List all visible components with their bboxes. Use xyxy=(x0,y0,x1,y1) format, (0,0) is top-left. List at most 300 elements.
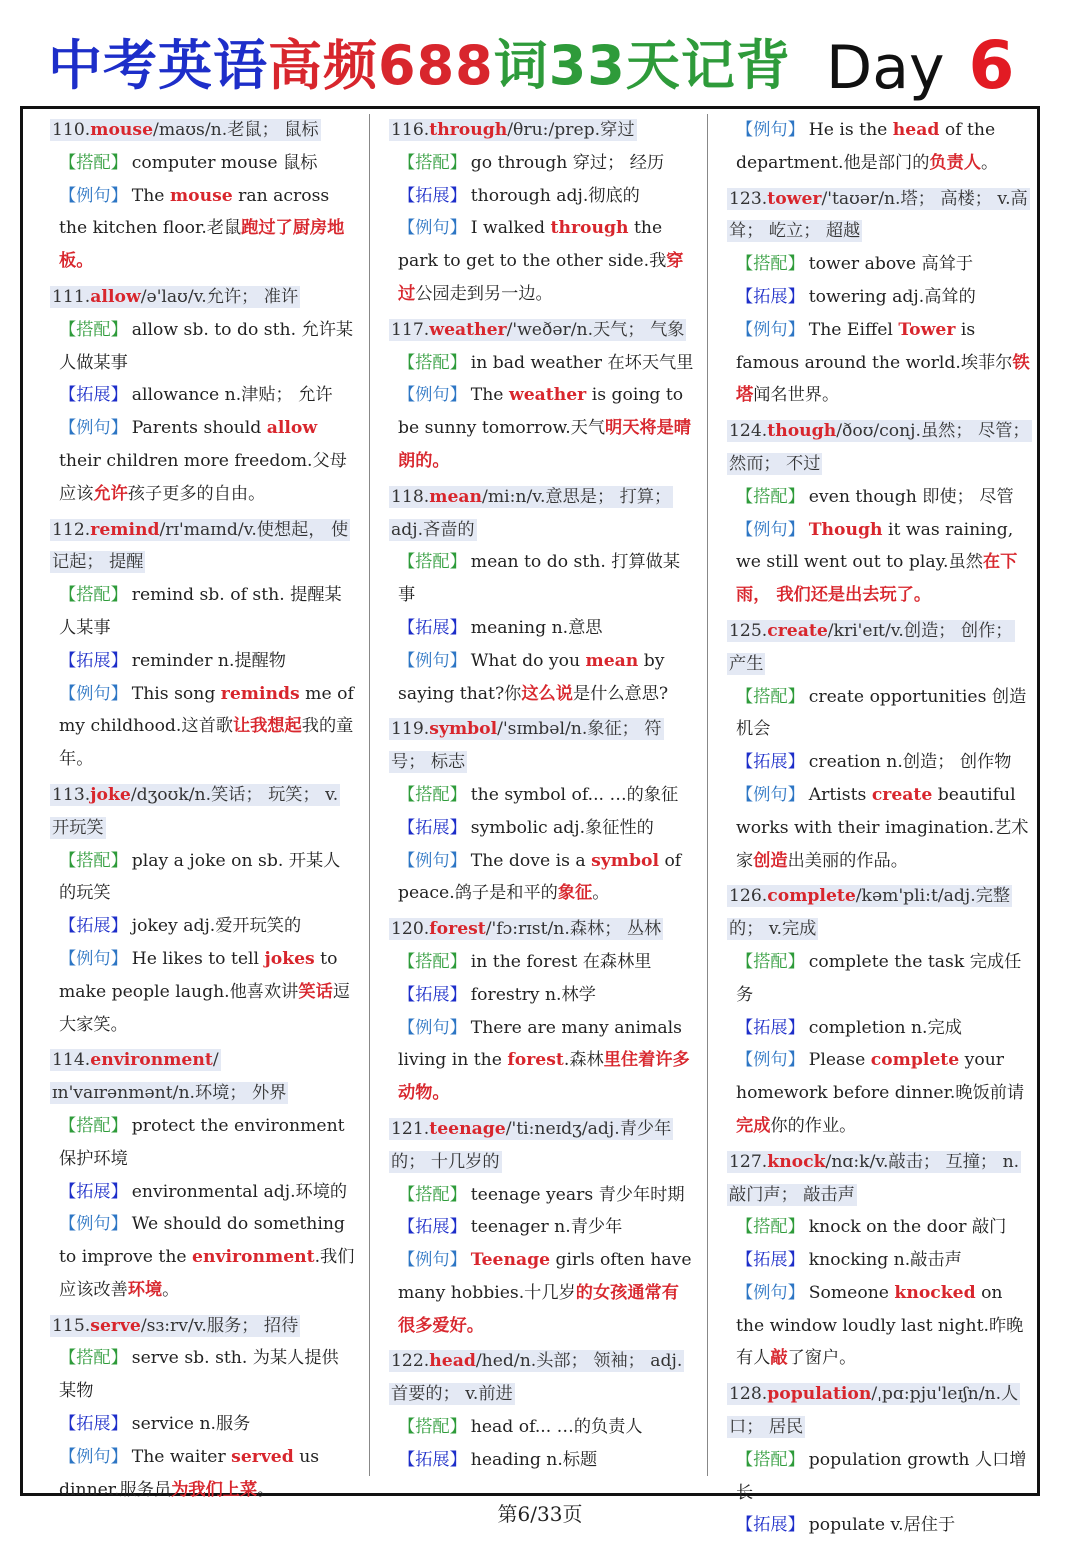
phonetic: /sɜ:rv/v. xyxy=(140,1315,207,1336)
vocab-column-1 xyxy=(50,114,355,1500)
entry-headline xyxy=(389,1113,694,1179)
vocab-entry xyxy=(50,281,355,511)
highlighted-word: mean xyxy=(585,650,639,671)
highlighted-word: 让我想起 xyxy=(232,716,302,737)
phonetic: /rɪ'maɪnd/v. xyxy=(159,519,257,540)
entry-headline xyxy=(389,913,694,946)
entry-number: 125. xyxy=(729,620,768,641)
phonetic: /kəm'pli:t/adj. xyxy=(855,886,976,907)
headword: mean xyxy=(429,486,483,507)
collocation-line xyxy=(50,1342,355,1408)
collocation-text: mean to do sth. 打算做某事 xyxy=(398,552,681,606)
example-text: your homework before dinner. xyxy=(736,1050,1004,1104)
entry-heading xyxy=(727,885,1012,940)
example-line xyxy=(50,412,355,510)
headword: weather xyxy=(429,319,507,340)
entry-heading xyxy=(389,918,663,940)
example-line xyxy=(727,1044,1032,1142)
title-part-2: 高频688 xyxy=(268,34,494,97)
phonetic: /maʊs/n. xyxy=(153,120,228,140)
headword: complete xyxy=(767,886,856,907)
example-text: 鸽子是和平的 xyxy=(454,883,558,904)
collocation-text: the symbol of... …的象征 xyxy=(470,784,679,805)
entry-heading xyxy=(727,620,1015,675)
vocab-entry xyxy=(727,415,1032,612)
entry-headline xyxy=(727,1378,1032,1444)
collocation-line xyxy=(727,1211,1032,1244)
extension-text: meaning n.意思 xyxy=(470,617,603,638)
highlighted-word: 明天将是晴朗的。 xyxy=(398,418,691,471)
definition: 允许； 准许 xyxy=(206,286,299,307)
phonetic: /kri'eɪt/v. xyxy=(827,620,904,641)
example-tag: 【例句】 xyxy=(398,1250,467,1271)
entry-heading xyxy=(50,784,340,839)
highlighted-word: complete xyxy=(870,1050,960,1071)
example-text: to make people laugh. xyxy=(59,948,338,1002)
highlighted-word: 负责人 xyxy=(929,152,981,173)
phonetic: /ɪn'vaɪrənmənt/n. xyxy=(52,1050,219,1104)
collocation-text: in the forest 在森林里 xyxy=(470,951,652,972)
headword: forest xyxy=(429,919,486,940)
collocation-tag: 【搭配】 xyxy=(59,850,128,871)
entry-headline xyxy=(389,713,694,779)
phonetic: /mi:n/v. xyxy=(482,486,546,507)
extension-line xyxy=(389,180,694,213)
example-text: 出美丽的作品。 xyxy=(787,850,908,871)
example-text: 逗大家笑。 xyxy=(59,981,350,1035)
example-tag: 【例句】 xyxy=(59,1446,128,1467)
example-tag: 【例句】 xyxy=(398,650,467,671)
example-text: Please xyxy=(808,1050,871,1071)
headword: tower xyxy=(767,188,822,209)
entry-headline xyxy=(727,1146,1032,1212)
collocation-line xyxy=(727,481,1032,514)
entry-number: 122. xyxy=(391,1351,430,1372)
collocation-text: protect the environment 保护环境 xyxy=(59,1115,345,1169)
example-text: 我 xyxy=(649,251,667,272)
collocation-tag: 【搭配】 xyxy=(59,319,128,340)
definition: 环境； 外界 xyxy=(194,1083,287,1104)
vocab-entry xyxy=(389,481,694,711)
collocation-tag: 【搭配】 xyxy=(59,585,128,606)
extension-text: reminder n.提醒物 xyxy=(131,650,286,671)
extension-tag: 【拓展】 xyxy=(398,817,467,838)
phonetic: /'fɔ:rɪst/n. xyxy=(485,919,570,940)
extension-line xyxy=(389,1444,694,1477)
definition: 头部； 领袖； adj.首要的； v.前进 xyxy=(391,1351,683,1405)
example-text: The xyxy=(470,385,509,406)
example-text: 了窗户。 xyxy=(787,1348,857,1369)
entry-heading xyxy=(389,486,673,541)
example-line xyxy=(50,180,355,278)
collocation-tag: 【搭配】 xyxy=(59,1348,128,1369)
entry-headline xyxy=(50,1310,355,1343)
collocation-tag: 【搭配】 xyxy=(59,1115,128,1136)
collocation-line xyxy=(389,546,694,612)
collocation-text: even though 即使； 尽管 xyxy=(808,486,1014,507)
extension-tag: 【拓展】 xyxy=(736,752,805,773)
highlighted-word: 穿过 xyxy=(398,251,684,304)
vocab-entry xyxy=(389,1345,694,1476)
extension-text: symbolic adj.象征性的 xyxy=(470,817,654,838)
vocab-entry xyxy=(727,183,1032,413)
example-text: The Eiffel xyxy=(808,319,899,340)
headword: head xyxy=(429,1351,476,1372)
extension-text: heading n.标题 xyxy=(470,1449,598,1470)
extension-line xyxy=(727,1244,1032,1277)
example-text: 。 xyxy=(162,1279,180,1300)
example-tag: 【例句】 xyxy=(398,1017,467,1038)
definition: 意思是； 打算； adj.吝啬的 xyxy=(391,486,672,540)
collocation-text: play a joke on sb. 开某人的玩笑 xyxy=(59,850,341,904)
example-tag: 【例句】 xyxy=(59,418,128,439)
column-divider xyxy=(707,114,708,1476)
vocab-entry xyxy=(727,114,1032,180)
collocation-text: complete the task 完成任务 xyxy=(736,951,1022,1005)
collocation-text: remind sb. of sth. 提醒某人某事 xyxy=(59,585,342,638)
vocab-entry xyxy=(389,913,694,1110)
highlighted-word: Though xyxy=(808,519,883,540)
highlighted-word: 象征 xyxy=(557,883,593,904)
collocation-line xyxy=(50,1110,355,1176)
collocation-line xyxy=(389,1411,694,1444)
example-text: This song xyxy=(131,683,221,704)
example-tag: 【例句】 xyxy=(59,1214,128,1235)
example-text: 。 xyxy=(592,883,610,904)
extension-tag: 【拓展】 xyxy=(398,185,467,206)
definition: 森林； 丛林 xyxy=(569,919,662,940)
example-text: 虽然 xyxy=(948,552,983,573)
example-text: He likes to tell xyxy=(131,948,265,969)
example-line xyxy=(727,314,1032,412)
example-tag: 【例句】 xyxy=(398,218,467,239)
title-part-3: 词33天记背 xyxy=(493,34,791,97)
extension-line xyxy=(50,1176,355,1209)
example-text: Artists xyxy=(808,784,872,805)
extension-text: teenager n.青少年 xyxy=(470,1217,623,1238)
collocation-tag: 【搭配】 xyxy=(736,1217,805,1238)
entry-number: 123. xyxy=(729,188,768,209)
entry-heading xyxy=(389,319,686,341)
highlighted-word: allow xyxy=(266,418,318,439)
example-text: . xyxy=(563,1050,570,1071)
highlighted-word: 铁塔 xyxy=(736,352,1030,406)
collocation-line xyxy=(727,248,1032,281)
example-text: 晚饭前请 xyxy=(955,1083,1025,1104)
vocab-entry xyxy=(50,1310,355,1507)
example-text: 他喜欢讲 xyxy=(229,981,299,1002)
entry-heading xyxy=(727,188,1030,243)
example-text: 公园走到另一边。 xyxy=(415,283,553,304)
entry-headline xyxy=(727,183,1032,249)
entry-headline xyxy=(50,114,355,147)
vocab-entry xyxy=(389,314,694,478)
extension-line xyxy=(727,1012,1032,1045)
extension-tag: 【拓展】 xyxy=(398,1217,467,1238)
entry-number: 120. xyxy=(391,919,430,940)
example-line xyxy=(389,1012,694,1110)
collocation-text: population growth 人口增长 xyxy=(736,1449,1027,1503)
collocation-tag: 【搭配】 xyxy=(398,152,467,173)
entry-number: 114. xyxy=(52,1050,91,1071)
example-line xyxy=(389,645,694,711)
example-text: 十几岁 xyxy=(524,1282,576,1303)
collocation-text: create opportunities 创造机会 xyxy=(736,686,1027,740)
example-text: me of my childhood. xyxy=(59,683,354,737)
definition: 穿过 xyxy=(600,120,635,140)
example-tag: 【例句】 xyxy=(736,1282,805,1303)
highlighted-word: reminds xyxy=(220,683,300,704)
highlighted-word: served xyxy=(231,1446,294,1467)
example-tag: 【例句】 xyxy=(736,319,805,340)
page-number: 第6/33页 xyxy=(497,1502,583,1526)
entry-number: 127. xyxy=(729,1151,768,1172)
phonetic: /'weðər/n. xyxy=(506,319,594,340)
vocab-entry xyxy=(50,514,355,776)
extension-text: populate v.居住于 xyxy=(808,1515,956,1536)
day-number: 6 xyxy=(968,27,1015,104)
highlighted-word: 创造 xyxy=(753,850,788,871)
headword: serve xyxy=(90,1315,141,1336)
collocation-tag: 【搭配】 xyxy=(398,1184,467,1205)
collocation-line xyxy=(389,946,694,979)
headword: knock xyxy=(767,1151,826,1172)
entry-heading xyxy=(50,1049,288,1104)
entry-number: 118. xyxy=(391,486,430,507)
example-text: He is the xyxy=(808,120,893,140)
extension-text: forestry n.林学 xyxy=(470,984,596,1005)
entry-heading xyxy=(50,519,350,574)
extension-tag: 【拓展】 xyxy=(398,617,467,638)
collocation-tag: 【搭配】 xyxy=(736,686,805,707)
headword: symbol xyxy=(429,719,498,740)
extension-text: thorough adj.彻底的 xyxy=(470,185,640,206)
example-text: 你 xyxy=(504,683,522,704)
headword: joke xyxy=(90,784,131,805)
example-text: The dove is a xyxy=(470,850,592,871)
example-text: ran across the kitchen floor. xyxy=(59,185,330,239)
phonetic: /'taʊər/n. xyxy=(821,188,901,209)
example-text: What do you xyxy=(470,650,586,671)
entry-heading xyxy=(727,1383,1020,1438)
entry-headline xyxy=(389,1345,694,1411)
highlighted-word: 完成 xyxy=(736,1115,771,1136)
collocation-line xyxy=(727,946,1032,1012)
highlighted-word: Tower xyxy=(898,319,956,340)
extension-line xyxy=(50,1408,355,1441)
entry-headline xyxy=(389,314,694,347)
entry-heading xyxy=(727,1151,1021,1206)
column-divider xyxy=(369,114,370,1476)
definition: 天气； 气象 xyxy=(593,319,685,340)
phonetic: /ðoʊ/conj. xyxy=(836,421,921,442)
extension-text: service n.服务 xyxy=(131,1414,251,1435)
vocab-entry xyxy=(727,880,1032,1142)
example-line xyxy=(727,114,1032,180)
highlighted-word: 在下雨， 我们还是出去玩了。 xyxy=(736,552,1018,606)
headword: environment xyxy=(90,1050,213,1071)
example-text: The xyxy=(131,185,170,206)
vocab-entry xyxy=(50,779,355,1041)
example-text: 服务员 xyxy=(119,1479,172,1500)
highlighted-word: environment xyxy=(192,1247,315,1268)
collocation-line xyxy=(389,347,694,380)
highlighted-word: Teenage xyxy=(470,1250,551,1271)
day-word: Day xyxy=(826,33,945,103)
example-text: by saying that? xyxy=(398,650,665,704)
example-line xyxy=(50,943,355,1041)
collocation-tag: 【搭配】 xyxy=(398,951,467,972)
definition: 塔； 高楼； v.高耸； 屹立； 超越 xyxy=(729,188,1028,242)
example-text: 老鼠 xyxy=(206,218,242,239)
example-text: 埃菲尔 xyxy=(960,352,1013,373)
example-line xyxy=(389,212,694,310)
collocation-tag: 【搭配】 xyxy=(736,486,805,507)
entry-headline xyxy=(727,615,1032,681)
example-line xyxy=(50,678,355,776)
entry-heading xyxy=(389,1118,673,1173)
collocation-line xyxy=(50,314,355,380)
entry-number: 128. xyxy=(729,1384,768,1405)
headword: population xyxy=(767,1384,872,1405)
headword: through xyxy=(429,120,508,140)
page-title xyxy=(48,26,791,106)
entry-headline xyxy=(50,281,355,314)
example-tag: 【例句】 xyxy=(736,120,805,140)
entry-heading xyxy=(50,286,300,308)
collocation-tag: 【搭配】 xyxy=(398,1417,467,1438)
entry-heading xyxy=(389,119,637,141)
collocation-line xyxy=(50,845,355,911)
example-text: 艺术家 xyxy=(736,817,1029,871)
collocation-text: go through 穿过； 经历 xyxy=(470,152,665,173)
collocation-line xyxy=(389,147,694,180)
extension-tag: 【拓展】 xyxy=(59,1414,128,1435)
example-text: 父母应该 xyxy=(59,450,347,504)
vocab-column-2 xyxy=(389,114,694,1484)
example-text: Someone xyxy=(808,1282,895,1303)
vocab-entry xyxy=(389,713,694,910)
example-tag: 【例句】 xyxy=(59,185,128,206)
highlighted-word: forest xyxy=(507,1050,564,1071)
entry-number: 117. xyxy=(391,319,430,340)
highlighted-word: through xyxy=(550,218,629,239)
example-text: 这首歌 xyxy=(181,716,233,737)
entry-heading xyxy=(389,718,664,773)
entry-headline xyxy=(389,114,694,147)
example-line xyxy=(727,779,1032,877)
example-text: girls often have many hobbies. xyxy=(398,1250,692,1303)
collocation-tag: 【搭配】 xyxy=(736,1449,805,1470)
example-text: beautiful works with their imagination. xyxy=(736,784,1016,838)
example-text: is famous around the world. xyxy=(736,319,976,373)
example-text: 闻名世界。 xyxy=(753,385,840,406)
collocation-line xyxy=(389,1179,694,1212)
definition: 象征； 符号； 标志 xyxy=(391,719,662,773)
extension-text: knocking n.敲击声 xyxy=(808,1250,962,1271)
example-line xyxy=(50,1208,355,1306)
extension-line xyxy=(389,812,694,845)
collocation-line xyxy=(50,147,355,180)
example-text: the park to get to the other side. xyxy=(398,218,663,272)
entry-heading xyxy=(50,1315,300,1337)
headword: remind xyxy=(90,519,160,540)
extension-tag: 【拓展】 xyxy=(736,286,805,307)
phonetic: /θru:/prep. xyxy=(507,120,601,140)
entry-number: 116. xyxy=(391,120,430,140)
example-text: 我的童年。 xyxy=(59,716,354,770)
example-text: 森林 xyxy=(569,1050,604,1071)
highlighted-word: create xyxy=(871,784,933,805)
extension-line xyxy=(50,645,355,678)
extension-line xyxy=(50,379,355,412)
highlighted-word: 里住着许多动物。 xyxy=(398,1050,690,1104)
phonetic: /hed/n. xyxy=(475,1351,537,1372)
extension-text: completion n.完成 xyxy=(808,1017,962,1038)
vocab-column-3 xyxy=(727,114,1032,1536)
entry-number: 119. xyxy=(391,719,430,740)
vocab-entry xyxy=(727,615,1032,877)
entry-number: 110. xyxy=(52,120,91,140)
example-text: 。 xyxy=(257,1479,275,1500)
entry-number: 121. xyxy=(391,1118,430,1139)
phonetic: /nɑ:k/v. xyxy=(825,1151,889,1172)
extension-tag: 【拓展】 xyxy=(59,1181,128,1202)
vocab-entry xyxy=(389,114,694,311)
highlighted-word: symbol xyxy=(591,850,659,871)
extension-line xyxy=(389,1211,694,1244)
extension-line xyxy=(727,281,1032,314)
extension-line xyxy=(389,979,694,1012)
collocation-tag: 【搭配】 xyxy=(736,951,805,972)
example-line xyxy=(727,514,1032,612)
example-text: The waiter xyxy=(131,1446,232,1467)
collocation-text: knock on the door 敲门 xyxy=(808,1217,1007,1238)
definition: 老鼠； 鼠标 xyxy=(227,120,319,140)
highlighted-word: 敲 xyxy=(770,1348,788,1369)
extension-line xyxy=(389,612,694,645)
example-line xyxy=(389,845,694,911)
example-text: 你的作业。 xyxy=(770,1115,857,1136)
entry-heading xyxy=(50,119,321,141)
example-line xyxy=(389,1244,694,1342)
collocation-tag: 【搭配】 xyxy=(59,152,128,173)
entry-headline xyxy=(389,481,694,547)
example-text: is going to be sunny tomorrow. xyxy=(398,385,684,439)
entry-number: 124. xyxy=(729,421,768,442)
entry-number: 126. xyxy=(729,886,768,907)
collocation-line xyxy=(50,579,355,645)
example-tag: 【例句】 xyxy=(398,385,467,406)
example-text: their children more freedom. xyxy=(59,450,313,471)
highlighted-word: mouse xyxy=(169,185,233,206)
highlighted-word: 允许 xyxy=(93,483,128,504)
extension-tag: 【拓展】 xyxy=(59,385,128,406)
extension-text: environmental adj.环境的 xyxy=(131,1181,348,1202)
vocab-entry xyxy=(389,1113,694,1343)
example-text: There are many animals living in the xyxy=(398,1017,682,1071)
extension-tag: 【拓展】 xyxy=(736,1250,805,1271)
example-text: Parents should xyxy=(131,418,267,439)
definition: 人口； 居民 xyxy=(729,1384,1019,1438)
extension-line xyxy=(727,746,1032,779)
example-tag: 【例句】 xyxy=(736,784,805,805)
example-tag: 【例句】 xyxy=(398,850,467,871)
entry-number: 111. xyxy=(52,286,91,307)
example-tag: 【例句】 xyxy=(59,683,128,704)
collocation-text: computer mouse 鼠标 xyxy=(131,152,318,173)
collocation-text: teenage years 青少年时期 xyxy=(470,1184,685,1205)
